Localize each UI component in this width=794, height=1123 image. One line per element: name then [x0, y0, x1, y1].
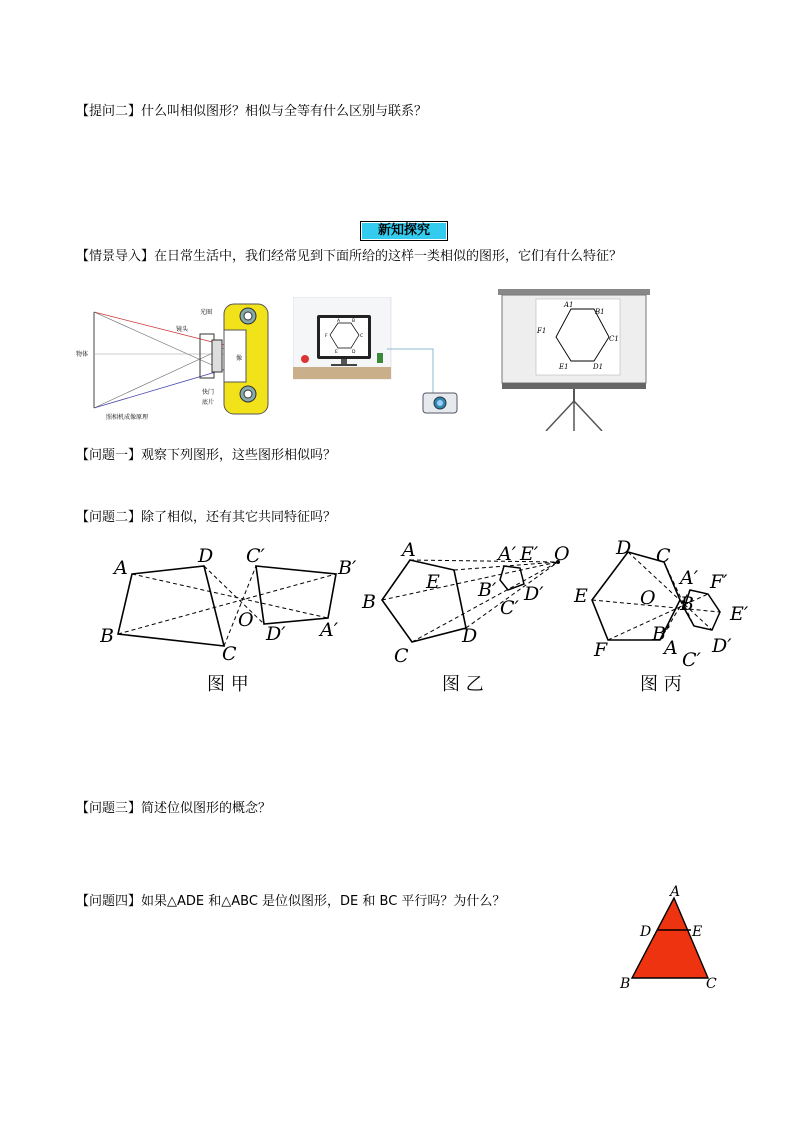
- jia-label-b2: B′: [338, 557, 357, 579]
- yi-label-a2: A′: [498, 543, 517, 565]
- bing-label-c2: C′: [682, 649, 701, 671]
- yi-label-a: A: [402, 540, 416, 561]
- projector-screen-illustration: [496, 289, 652, 431]
- label-shutter: 快门: [202, 389, 215, 396]
- monitor-projector-illustration: [293, 297, 467, 421]
- label-film: 底片: [202, 399, 215, 406]
- bing-label-a: A: [664, 637, 678, 659]
- question-ask-two: 【提问二】什么叫相似图形？相似与全等有什么区别与联系？: [76, 104, 428, 119]
- yi-label-c2: C′: [500, 597, 519, 619]
- jia-label-o: O: [238, 609, 254, 631]
- monitor-label-d: D: [352, 350, 356, 355]
- figure-bing: [568, 536, 758, 700]
- triangle-label-d: D: [640, 924, 652, 940]
- question-four: 【问题四】如果△ADE 和△ABC 是位似图形，DE 和 BC 平行吗？为什么？: [76, 894, 506, 909]
- award-icon: [301, 355, 309, 363]
- camera-principle-diagram: [76, 294, 280, 424]
- camera-caption: 照相机成像原理: [106, 414, 149, 421]
- screen-label-d1: D1: [593, 363, 604, 371]
- yi-label-d2: D′: [524, 583, 544, 605]
- monitor-label-c: C: [360, 334, 364, 339]
- bing-label-a2: A′: [680, 567, 699, 589]
- monitor-label-e: E: [335, 350, 338, 355]
- screen-label-f1: F1: [537, 327, 547, 335]
- yi-label-c: C: [394, 645, 409, 667]
- bing-label-b: B: [680, 593, 694, 615]
- question-one: 【问题一】观察下列图形，这些图形相似吗？: [76, 448, 337, 463]
- yi-label-o: O: [554, 543, 570, 565]
- label-aperture: 光圈: [200, 309, 213, 316]
- bing-label-f: F: [594, 639, 608, 661]
- caption-yi: 图 乙: [442, 674, 484, 695]
- question-two: 【问题二】除了相似，还有其它共同特征吗？: [76, 510, 337, 525]
- bing-label-e2: E′: [730, 603, 749, 625]
- label-image: 像: [236, 355, 243, 362]
- triangle-label-e: E: [692, 924, 703, 940]
- jia-label-c: C: [222, 643, 237, 665]
- screen-label-c1: C1: [609, 335, 619, 343]
- triangle-figure: [612, 884, 732, 994]
- bing-label-e: E: [574, 585, 588, 607]
- triangle-label-b: B: [620, 976, 631, 992]
- triangle-label-c: C: [706, 976, 717, 992]
- bing-label-b2: B′: [652, 623, 671, 645]
- bing-label-o: O: [640, 587, 656, 609]
- screen-label-b1: B1: [595, 308, 605, 316]
- figure-jia: [100, 540, 370, 700]
- jia-label-b: B: [100, 625, 114, 647]
- jia-label-d2: D′: [266, 623, 286, 645]
- question-intro: 【情景导入】在日常生活中，我们经常见到下面所给的这样一类相似的图形，它们有什么特征？: [76, 249, 623, 264]
- bing-label-d: D: [616, 537, 632, 559]
- screen-label-a1: A1: [564, 301, 574, 309]
- caption-jia: 图 甲: [207, 674, 249, 695]
- bing-label-d2: D′: [712, 635, 732, 657]
- yi-label-d: D: [462, 625, 478, 647]
- jia-label-a2: A′: [320, 619, 339, 641]
- bing-label-c: C: [656, 545, 671, 567]
- yi-label-e: E: [426, 571, 440, 593]
- jia-label-a: A: [114, 557, 128, 579]
- label-lens: 镜头: [176, 326, 189, 333]
- bing-label-f2: F′: [710, 571, 728, 593]
- screen-label-e1: E1: [559, 363, 569, 371]
- yi-label-b2: B′: [478, 579, 497, 601]
- jia-label-c2: C′: [246, 545, 265, 567]
- triangle-label-a: A: [670, 884, 681, 900]
- question-three: 【问题三】简述位似图形的概念？: [76, 801, 272, 816]
- monitor-label-f: F: [325, 334, 328, 339]
- label-object: 物体: [76, 351, 89, 358]
- section-badge: [360, 221, 448, 241]
- yi-label-e2: E′: [520, 543, 539, 565]
- figure-yi: [358, 540, 584, 700]
- caption-bing: 图 丙: [640, 674, 682, 695]
- section-badge-label: 新知探究: [362, 223, 446, 239]
- yi-label-b: B: [362, 591, 376, 613]
- monitor-label-b: B: [352, 319, 356, 324]
- jia-label-d: D: [198, 545, 214, 567]
- monitor-label-a: A: [337, 319, 341, 324]
